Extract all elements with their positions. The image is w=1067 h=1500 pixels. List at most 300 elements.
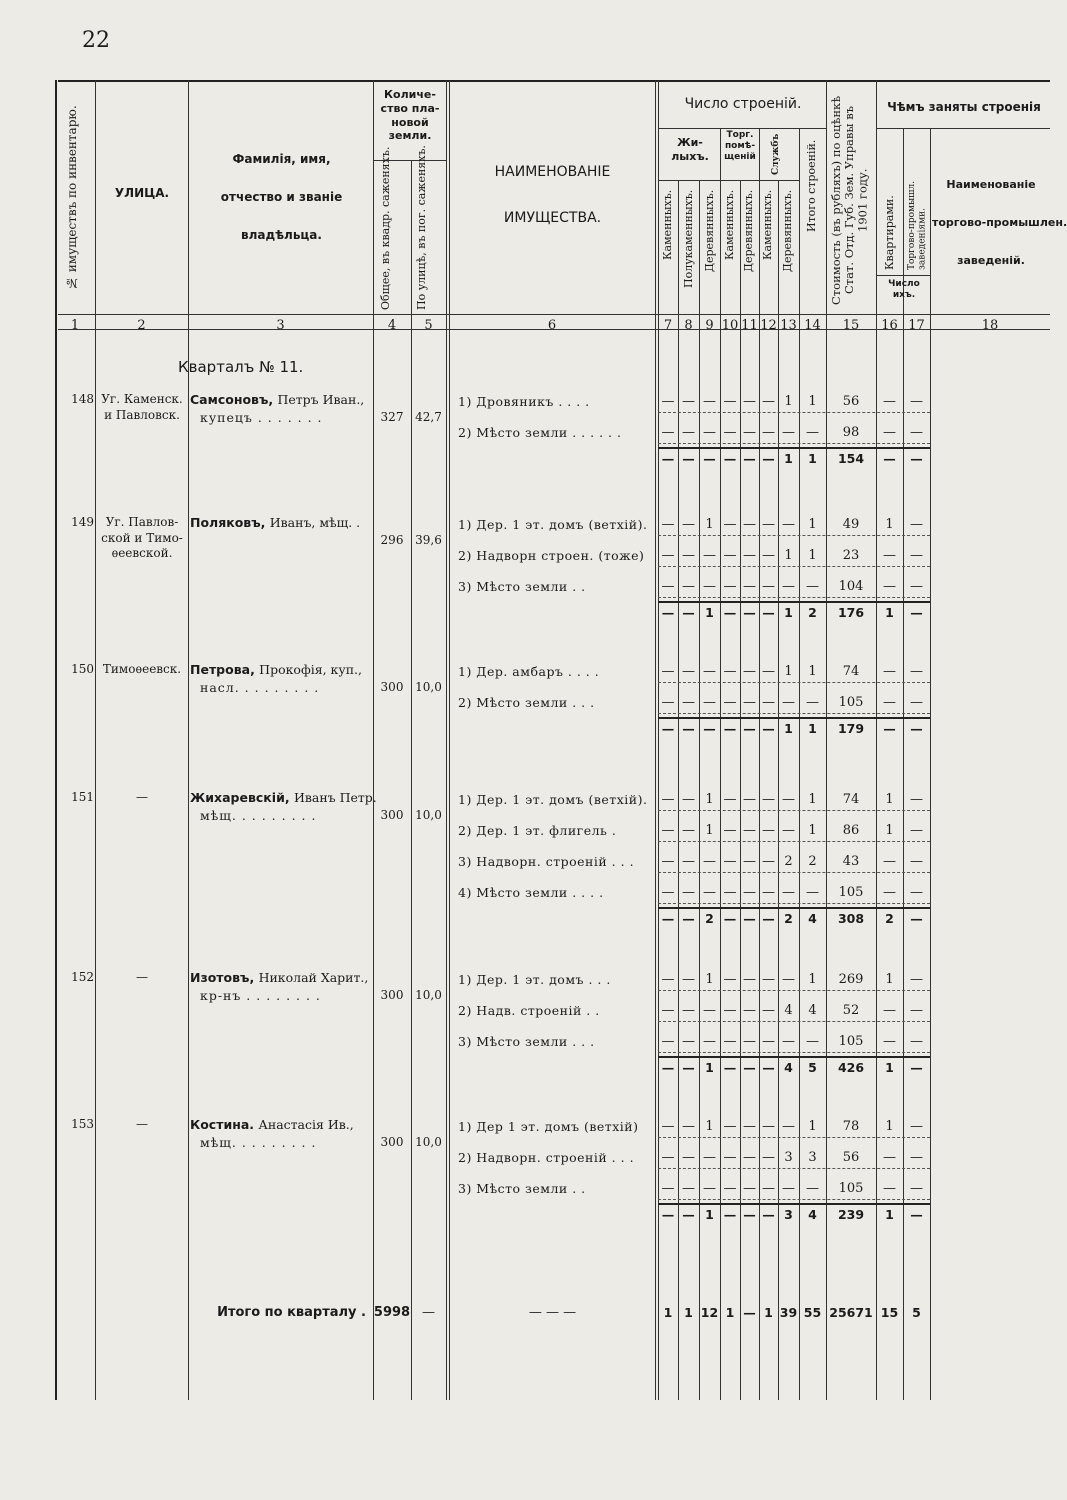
cell-value: — [806, 579, 819, 594]
subtotal-value: 1 [885, 1060, 894, 1075]
cell-value: 269 [838, 972, 864, 987]
cell-value: 1 [808, 548, 817, 563]
cell-value: — [682, 394, 695, 409]
cell-value: 1 [705, 792, 714, 807]
cell-value: — [682, 1034, 695, 1049]
property-item: 1) Дер. амбаръ . . . . [458, 664, 600, 679]
header-building-count: Число строеній. [684, 96, 802, 112]
cell-value: — [910, 695, 923, 710]
owner-name: Жихаревскій, Иванъ Петр. [190, 790, 377, 805]
subtotal-value: 1 [885, 605, 894, 620]
cell-value: — [743, 664, 756, 679]
column-number: 13 [780, 318, 797, 333]
cell-value: — [723, 1181, 737, 1196]
cell-value: — [762, 1119, 775, 1134]
header-count-label: Число ихъ. [888, 279, 920, 300]
land-area: 327 [380, 410, 404, 424]
cell-value: 1 [885, 792, 894, 807]
subtotal-value: — [682, 911, 695, 926]
subtotal-value: — [762, 911, 775, 926]
subtotal-rule [658, 907, 930, 909]
subtotal-value: — [661, 1060, 675, 1075]
item-rule [658, 412, 930, 413]
cell-value: — [743, 1181, 756, 1196]
cell-value: — [723, 972, 737, 987]
header-c11: Деревянныхъ. [742, 190, 755, 273]
subtotal-value: — [682, 451, 695, 466]
header-land: Количе- ство пла- новой земли. [380, 88, 440, 143]
property-item: 3) Мѣсто земли . . . [458, 1034, 595, 1049]
inventory-number: 153 [71, 1117, 94, 1131]
cell-value: — [883, 1034, 896, 1049]
cell-value: — [703, 695, 716, 710]
grand-total-label: Итого по кварталу . [217, 1305, 366, 1320]
cell-value: — [743, 695, 756, 710]
cell-value: — [723, 1003, 737, 1018]
header-c18-1: Наименованіе [946, 178, 1036, 191]
cell-value: 104 [838, 579, 864, 594]
cell-value: — [883, 1003, 896, 1018]
grand-total-value: 1 [764, 1305, 773, 1320]
subtotal-value: — [703, 451, 716, 466]
item-rule [658, 841, 930, 842]
rule-3 [373, 80, 374, 1400]
cell-value: 1 [808, 792, 817, 807]
subtotal-value: 2 [885, 911, 894, 926]
subtotal-value: — [682, 1207, 695, 1222]
cell-value: — [723, 854, 737, 869]
cell-value: — [910, 664, 923, 679]
grand-total-value: 1 [684, 1305, 693, 1320]
cell-value: 1 [705, 972, 714, 987]
cell-value: — [723, 664, 737, 679]
cell-value: — [682, 664, 695, 679]
header-c18-3: заведеній. [957, 254, 1025, 267]
cell-value: — [661, 425, 675, 440]
cell-value: — [762, 579, 775, 594]
subtotal-value: 308 [837, 911, 865, 926]
subtotal-value: — [910, 911, 923, 926]
subtotal-value: — [723, 605, 737, 620]
cell-value: — [762, 1034, 775, 1049]
cell-value: — [743, 517, 756, 532]
grand-total-value: 25671 [829, 1305, 873, 1320]
grand-total-value: 39 [779, 1305, 798, 1320]
cell-value: — [806, 1181, 819, 1196]
occupied-subrule [876, 128, 1050, 129]
cell-value: — [762, 1003, 775, 1018]
cell-value: 78 [842, 1119, 860, 1134]
item-rule [658, 990, 930, 991]
cell-value: — [743, 823, 756, 838]
header-services: Службъ [771, 133, 781, 175]
street-name: Тимоѳеевск. [102, 662, 182, 676]
property-item: 2) Мѣсто земли . . . [458, 695, 595, 710]
subtotal-value: — [743, 605, 756, 620]
grand-total-value: 12 [700, 1305, 719, 1320]
cell-value: 1 [808, 823, 817, 838]
header-c10: Каменныхъ. [723, 190, 736, 261]
owner-name: Изотовъ, Николай Харит., [190, 970, 369, 985]
cell-value: 1 [885, 517, 894, 532]
subtotal-value: — [661, 451, 675, 466]
cell-value: — [661, 695, 675, 710]
cell-value: 1 [784, 664, 793, 679]
cell-value: — [883, 1150, 896, 1165]
property-item: 2) Надв. строеній . . [458, 1003, 600, 1018]
subtotal-value: 2 [705, 911, 714, 926]
subtotal-value: — [762, 1207, 775, 1222]
cell-value: — [661, 885, 675, 900]
cell-value: — [743, 972, 756, 987]
property-item: 1) Дер. 1 эт. домъ (ветхій). [458, 517, 648, 532]
item-rule [658, 597, 930, 598]
subtotal-value: — [723, 911, 737, 926]
grand-total-value: 5 [912, 1305, 921, 1320]
cell-value: 1 [808, 517, 817, 532]
inventory-number: 151 [71, 790, 94, 804]
cell-value: — [910, 1034, 923, 1049]
owner-name: Костина. Анастасія Ив., [190, 1117, 354, 1132]
cell-value: — [723, 885, 737, 900]
land-area: 300 [380, 988, 404, 1002]
cell-value: — [782, 579, 795, 594]
cell-value: — [762, 792, 775, 807]
cell-value: — [883, 425, 896, 440]
cell-value: 74 [842, 792, 860, 807]
header-street: УЛИЦА. [114, 186, 170, 200]
column-number: 6 [547, 318, 557, 333]
cell-value: — [743, 792, 756, 807]
subtotal-value: 1 [705, 1207, 714, 1222]
subtotal-value: — [661, 911, 675, 926]
cell-value: — [910, 425, 923, 440]
cell-value: 1 [885, 972, 894, 987]
cell-value: 2 [784, 854, 793, 869]
cell-value: — [703, 425, 716, 440]
property-item: 2) Надворн. строеній . . . [458, 1150, 635, 1165]
cell-value: — [743, 394, 756, 409]
land-area: 296 [380, 533, 404, 547]
cell-value: 1 [705, 517, 714, 532]
header-c7: Каменныхъ. [661, 190, 674, 261]
column-number: 11 [741, 318, 758, 333]
subtotal-value: — [723, 451, 737, 466]
column-number: 18 [981, 318, 999, 333]
cell-value: — [782, 972, 795, 987]
cell-value: 1 [784, 394, 793, 409]
subtotal-rule [658, 1203, 930, 1205]
header-c12: Каменныхъ. [761, 190, 774, 261]
cell-value: 23 [842, 548, 860, 563]
street-name: Уг. Павлов- ской и Тимо- ѳеевской. [101, 515, 183, 561]
cell-value: — [703, 1034, 716, 1049]
grand-total-front: — [422, 1305, 435, 1320]
inventory-number: 149 [71, 515, 94, 529]
subtotal-value: — [743, 1060, 756, 1075]
column-number: 1 [70, 318, 80, 333]
item-rule [658, 682, 930, 683]
subtotal-value: 1 [808, 721, 817, 736]
header-c13: Деревянныхъ. [781, 190, 794, 273]
header-occupied: Чѣмъ заняты строенія [887, 100, 1041, 114]
cell-value: 1 [808, 664, 817, 679]
street-frontage: 10,0 [415, 808, 442, 822]
cell-value: 98 [842, 425, 860, 440]
owner-title: мѣщ. . . . . . . . . [200, 808, 317, 823]
cell-value: — [743, 1034, 756, 1049]
cell-value: — [782, 517, 795, 532]
subtotal-value: — [883, 721, 896, 736]
cell-value: — [682, 1003, 695, 1018]
cell-value: — [883, 664, 896, 679]
header-c16: Квартирами. [883, 195, 896, 270]
grand-total-name: — — — [528, 1305, 577, 1320]
column-number: 12 [760, 318, 777, 333]
rule-6 [655, 80, 656, 1400]
property-item: 1) Дер. 1 эт. домъ . . . [458, 972, 611, 987]
street-name: Уг. Каменск. и Павловск. [101, 392, 183, 422]
cell-value: 3 [808, 1150, 817, 1165]
cell-value: — [762, 972, 775, 987]
rule-1 [95, 80, 96, 1400]
item-rule [658, 1168, 930, 1169]
cell-value: — [762, 695, 775, 710]
cell-value: 1 [808, 394, 817, 409]
cell-value: — [762, 425, 775, 440]
subtotal-value: 2 [808, 605, 817, 620]
cell-value: 1 [808, 972, 817, 987]
header-inventory-no: № имуществъ по инвентарю. [65, 105, 79, 291]
cell-value: — [743, 548, 756, 563]
cell-value: 74 [842, 664, 860, 679]
subtotal-rule [658, 601, 930, 603]
cell-value: — [910, 1150, 923, 1165]
cell-value: — [782, 695, 795, 710]
street-frontage: 39,6 [415, 533, 442, 547]
column-number: 3 [276, 318, 285, 333]
owner-name: Петрова, Прокофія, куп., [190, 662, 362, 677]
cell-value: — [762, 885, 775, 900]
cell-value: — [723, 792, 737, 807]
subtotal-value: 426 [837, 1060, 865, 1075]
cell-value: — [806, 425, 819, 440]
street-name: — [136, 790, 148, 804]
subtotal-value: — [910, 451, 923, 466]
cell-value: — [910, 823, 923, 838]
cell-value: — [661, 548, 675, 563]
cell-value: — [682, 517, 695, 532]
cell-value: — [762, 1181, 775, 1196]
header-owner-3: владѣльца. [241, 228, 322, 242]
owner-title: купецъ . . . . . . . [200, 410, 323, 425]
property-item: 1) Дер. 1 эт. домъ (ветхій). [458, 792, 648, 807]
header-c14: Итого строеній. [805, 140, 818, 233]
column-number: 5 [424, 318, 433, 333]
cell-value: 56 [842, 394, 860, 409]
header-property-2: ИМУЩЕСТВА. [503, 210, 602, 226]
rule-6b [658, 80, 659, 1400]
cell-value: 4 [784, 1003, 793, 1018]
subtotal-value: — [743, 1207, 756, 1222]
cell-value: — [682, 1119, 695, 1134]
cell-value: — [743, 1003, 756, 1018]
subtotal-value: — [910, 1060, 923, 1075]
cell-value: — [762, 823, 775, 838]
item-rule [658, 535, 930, 536]
cell-value: — [910, 517, 923, 532]
item-rule [658, 1199, 930, 1200]
subtotal-value: 1 [808, 451, 817, 466]
cell-value: 1 [885, 823, 894, 838]
cell-value: 52 [842, 1003, 860, 1018]
street-frontage: 42,7 [415, 410, 442, 424]
property-item: 3) Мѣсто земли . . [458, 1181, 586, 1196]
cell-value: 1 [705, 1119, 714, 1134]
cell-value: — [762, 517, 775, 532]
subtotal-value: — [762, 1060, 775, 1075]
street-name: — [136, 970, 148, 984]
rule-5 [446, 80, 447, 1400]
column-number: 15 [842, 318, 860, 333]
cell-value: — [883, 579, 896, 594]
cell-value: — [682, 885, 695, 900]
rule-5b [449, 80, 450, 1400]
column-number: 9 [705, 318, 714, 333]
land-area: 300 [380, 1135, 404, 1149]
subtotal-value: — [661, 605, 675, 620]
grand-total-area: 5998 [373, 1305, 411, 1320]
table-top-rule [58, 80, 1050, 82]
count-subrule2 [658, 180, 799, 181]
subtotal-rule [658, 717, 930, 719]
cell-value: — [661, 1150, 675, 1165]
cell-value: — [703, 1150, 716, 1165]
cell-value: 105 [838, 885, 864, 900]
subtotal-value: 239 [837, 1207, 865, 1222]
cell-value: — [703, 548, 716, 563]
property-item: 2) Надворн строен. (тоже) [458, 548, 645, 563]
header-c18-2: торгово-промышлен. [932, 216, 1067, 229]
subtotal-value: 1 [885, 1207, 894, 1222]
property-item: 3) Надворн. строеній . . . [458, 854, 635, 869]
cell-value: — [743, 425, 756, 440]
owner-title: насл. . . . . . . . . [200, 680, 320, 695]
cell-value: — [806, 885, 819, 900]
cell-value: — [703, 885, 716, 900]
subtotal-value: 1 [784, 451, 793, 466]
property-item: 1) Дровяникъ . . . . [458, 394, 590, 409]
subtotal-value: — [723, 1207, 737, 1222]
cell-value: — [682, 823, 695, 838]
column-number: 4 [387, 318, 397, 333]
count-subrule [658, 128, 826, 129]
cell-value: — [910, 1003, 923, 1018]
inventory-number: 150 [71, 662, 94, 676]
cell-value: — [910, 854, 923, 869]
cell-value: — [910, 1119, 923, 1134]
column-number: 2 [137, 318, 146, 333]
cell-value: — [682, 1150, 695, 1165]
column-number: 17 [908, 318, 925, 333]
subtotal-value: 179 [837, 721, 865, 736]
item-rule [658, 713, 930, 714]
cell-value: — [723, 579, 737, 594]
column-number: 14 [804, 318, 821, 333]
cell-value: — [723, 1034, 737, 1049]
header-c9: Деревянныхъ. [703, 190, 716, 273]
cell-value: — [661, 1034, 675, 1049]
subtotal-value: — [743, 721, 756, 736]
subtotal-value: 2 [784, 911, 793, 926]
cell-value: 56 [842, 1150, 860, 1165]
cell-value: — [883, 1181, 896, 1196]
cell-value: — [682, 579, 695, 594]
item-rule [658, 1052, 930, 1053]
cell-value: — [703, 1003, 716, 1018]
cell-value: — [762, 854, 775, 869]
cell-value: — [682, 1181, 695, 1196]
item-rule [658, 810, 930, 811]
cell-value: — [883, 695, 896, 710]
cell-value: — [661, 664, 675, 679]
column-number: 16 [881, 318, 898, 333]
subtotal-value: — [762, 451, 775, 466]
header-front: По улицѣ, въ пог. саженяхъ. [415, 145, 428, 310]
property-item: 4) Мѣсто земли . . . . [458, 885, 604, 900]
street-frontage: 10,0 [415, 1135, 442, 1149]
property-item: 1) Дер 1 эт. домъ (ветхій) [458, 1119, 639, 1134]
inventory-number: 152 [71, 970, 94, 984]
rule-2 [188, 80, 189, 1400]
cell-value: — [703, 664, 716, 679]
cell-value: 49 [842, 517, 860, 532]
item-rule [658, 443, 930, 444]
header-property-1: НАИМЕНОВАНІЕ [494, 164, 611, 180]
cell-value: — [703, 854, 716, 869]
header-bottom-rule [58, 314, 1050, 315]
cell-value: 1 [784, 548, 793, 563]
rule-4 [411, 160, 412, 1400]
header-c8: Полукаменныхъ. [682, 190, 695, 289]
item-rule [658, 1137, 930, 1138]
cell-value: — [661, 792, 675, 807]
subtotal-value: 4 [808, 1207, 817, 1222]
cell-value: — [661, 823, 675, 838]
subtotal-value: — [682, 1060, 695, 1075]
cell-value: — [782, 425, 795, 440]
cell-value: 3 [784, 1150, 793, 1165]
subtotal-value: 1 [705, 1060, 714, 1075]
subtotal-value: — [682, 605, 695, 620]
inventory-number: 148 [71, 392, 94, 406]
grand-total-value: 1 [725, 1305, 735, 1320]
cell-value: — [661, 972, 675, 987]
owner-name: Поляковъ, Иванъ, мѣщ. . [190, 515, 361, 530]
cell-value: — [661, 1119, 675, 1134]
cell-value: — [661, 517, 675, 532]
subtotal-value: 3 [784, 1207, 793, 1222]
cell-value: — [782, 1181, 795, 1196]
subtotal-value: 154 [837, 451, 865, 466]
cell-value: — [883, 548, 896, 563]
cell-value: — [883, 394, 896, 409]
cell-value: — [762, 548, 775, 563]
quarter-title: Кварталъ № 11. [178, 358, 304, 376]
subtotal-value: — [743, 911, 756, 926]
cell-value: — [910, 885, 923, 900]
cell-value: — [661, 1181, 675, 1196]
